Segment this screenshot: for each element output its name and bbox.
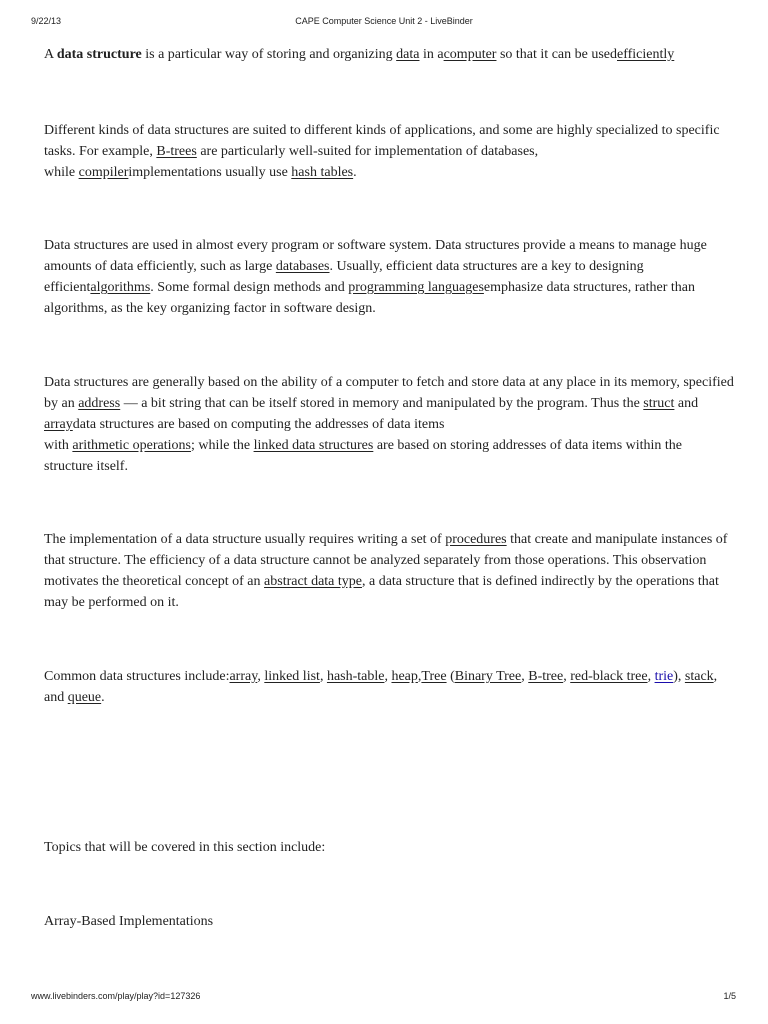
text: ,	[319, 669, 327, 684]
link-hash-tables[interactable]: hash tables	[291, 165, 354, 180]
link-stack[interactable]: stack	[684, 669, 714, 684]
link-struct[interactable]: struct	[643, 396, 675, 411]
link-linked-data-structures[interactable]: linked data structures	[253, 438, 374, 453]
text: with	[44, 438, 73, 453]
paragraph-definition	[44, 44, 734, 65]
text: implementations usually use	[128, 165, 292, 180]
paragraph-implementation	[44, 529, 734, 613]
link-abstract-data-type[interactable]: abstract data type	[264, 574, 362, 589]
text: data structures are based on computing the addresses of data items	[72, 417, 445, 432]
link-red-black-tree[interactable]: red-black tree	[570, 669, 648, 684]
term-data-structure: data structure	[56, 47, 142, 62]
paragraph-applications	[44, 120, 734, 183]
link-b-trees[interactable]: B-trees	[156, 144, 197, 159]
link-b-tree[interactable]: B-tree	[528, 669, 564, 684]
link-linked-list[interactable]: linked list	[264, 669, 320, 684]
text: Different kinds of data structures are suited to different kinds of applications, and some are highly specialized to specific tasks. For example,	[44, 123, 720, 159]
text: Data structures are used in almost every program or software system. Data structures provide a means to manage huge amounts of data efficiently, such as large	[44, 238, 707, 274]
text: .	[101, 690, 105, 705]
link-compiler[interactable]: compiler	[78, 165, 129, 180]
link-trie[interactable]: trie	[654, 669, 674, 684]
paragraph-usage	[44, 235, 734, 319]
print-title: CAPE Computer Science Unit 2 - LiveBinder	[295, 16, 473, 26]
text: ),	[673, 669, 685, 684]
link-heap[interactable]: heap	[391, 669, 418, 684]
link-binary-tree[interactable]: Binary Tree	[454, 669, 522, 684]
print-date: 9/22/13	[31, 16, 62, 26]
text: , a data structure that is defined indirectly by the operations that may be performed on it.	[44, 574, 719, 610]
text: while	[44, 165, 79, 180]
link-array-list[interactable]: array	[229, 669, 258, 684]
text: — a bit string that can be itself stored in memory and manipulated by the program. Thus the	[120, 396, 644, 411]
text: ,	[384, 669, 392, 684]
text: A	[44, 47, 57, 62]
paragraph-common-structures	[44, 666, 734, 708]
link-hash-table[interactable]: hash-table	[326, 669, 385, 684]
text: ,	[257, 669, 265, 684]
link-programming-languages[interactable]: programming languages	[348, 280, 484, 295]
print-url: www.livebinders.com/play/play?id=127326	[31, 991, 201, 1001]
text: so that it can be used	[496, 47, 617, 62]
link-tree[interactable]: Tree	[421, 669, 447, 684]
text: emphasize data structures, rather than algorithms, as the key organizing factor in software design.	[44, 280, 695, 316]
link-array[interactable]: array	[44, 417, 73, 432]
text: The implementation of a data structure usually requires writing a set of	[44, 532, 446, 547]
text: is a particular way of storing and organizing	[141, 47, 397, 62]
link-algorithms[interactable]: algorithms	[90, 280, 151, 295]
text: Common data structures include:	[44, 669, 230, 684]
topic-array-based-implementations: Array-Based Implementations	[44, 914, 214, 929]
text: (	[446, 669, 455, 684]
text: .	[353, 165, 357, 180]
link-address[interactable]: address	[78, 396, 121, 411]
text: in a	[419, 47, 444, 62]
text: Data structures are generally based on the ability of a computer to fetch and store data at any place in its memory, specified by an	[44, 375, 734, 411]
text: ,	[563, 669, 571, 684]
link-data[interactable]: data	[396, 47, 420, 62]
text: . Some formal design methods and	[150, 280, 349, 295]
text: , and	[44, 669, 718, 705]
link-arithmetic-operations[interactable]: arithmetic operations	[72, 438, 191, 453]
print-header	[0, 16, 768, 30]
text: ,	[647, 669, 655, 684]
link-queue[interactable]: queue	[67, 690, 102, 705]
paragraph-memory	[44, 372, 734, 477]
link-computer[interactable]: computer	[443, 47, 497, 62]
text: ; while the	[190, 438, 254, 453]
paragraph-topics-intro: Topics that will be covered in this section include:	[44, 840, 326, 855]
text: and	[674, 396, 699, 411]
text: are based on storing addresses of data items within the structure itself.	[44, 438, 683, 474]
text: ,	[417, 669, 422, 684]
text: . Usually, efficient data structures are a key to designing efficient	[44, 259, 644, 295]
text: ,	[521, 669, 529, 684]
link-procedures[interactable]: procedures	[445, 532, 507, 547]
text: are particularly well-suited for implementation of databases,	[196, 144, 539, 159]
print-page-number: 1/5	[723, 991, 736, 1001]
link-databases[interactable]: databases	[275, 259, 330, 274]
print-footer	[0, 991, 768, 1005]
text: that create and manipulate instances of that structure. The efficiency of a data structure cannot be analyzed separately from those operations. This observation motivates the theoretical concept of an	[44, 532, 728, 589]
link-efficiently[interactable]: efficiently	[617, 47, 675, 62]
